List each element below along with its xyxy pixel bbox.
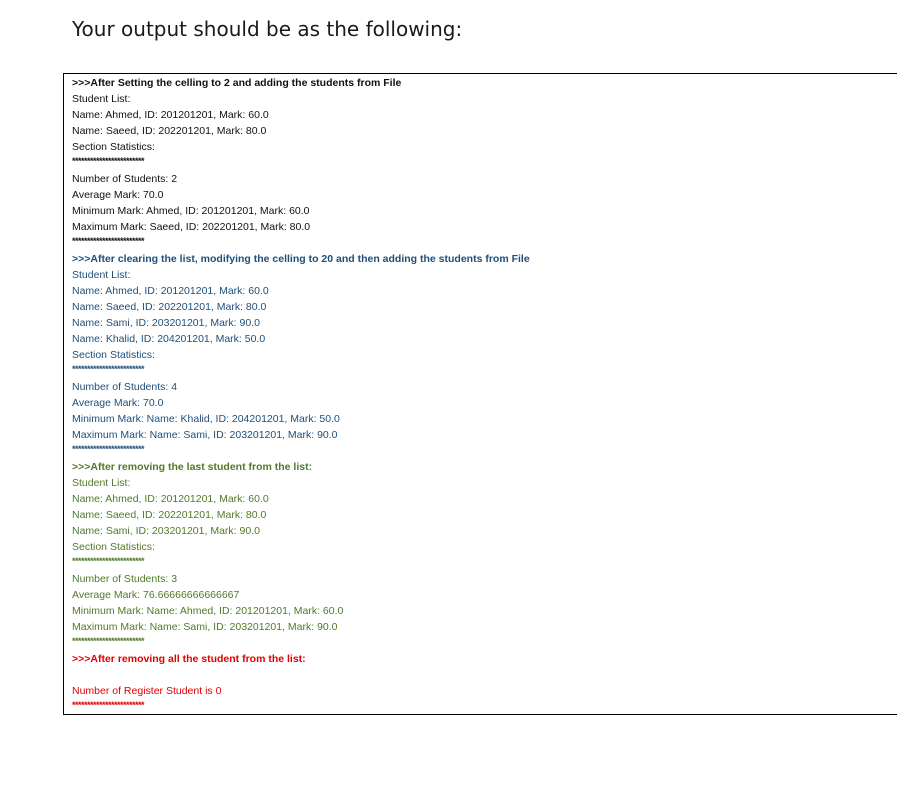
section-header: >>>After removing all the student from the list: <box>72 653 306 665</box>
output-line: Number of Students: 3 <box>72 573 178 585</box>
output-line: Maximum Mark: Name: Sami, ID: 203201201, Mark: 90.0 <box>72 621 338 633</box>
output-line: Name: Ahmed, ID: 201201201, Mark: 60.0 <box>72 493 269 505</box>
output-line: Section Statistics: <box>72 141 155 153</box>
separator-stars: ************************ <box>72 236 145 246</box>
output-line: Average Mark: 76.66666666666667 <box>72 589 240 601</box>
separator-stars: ************************ <box>72 636 145 646</box>
output-line: Number of Students: 4 <box>72 381 178 393</box>
output-line: Average Mark: 70.0 <box>72 397 164 409</box>
output-line: Student List: <box>72 269 131 281</box>
output-line: Name: Sami, ID: 203201201, Mark: 90.0 <box>72 525 260 537</box>
separator-stars: ************************ <box>72 700 145 710</box>
console-output-lines <box>72 75 530 715</box>
separator-stars: ************************ <box>72 444 145 454</box>
separator-stars: ************************ <box>72 156 145 166</box>
output-line: Name: Saeed, ID: 202201201, Mark: 80.0 <box>72 301 267 313</box>
output-line: Number of Students: 2 <box>72 173 178 185</box>
section-header: >>>After clearing the list, modifying the celling to 20 and then adding the students from File <box>72 253 530 265</box>
output-line: Minimum Mark: Name: Ahmed, ID: 201201201, Mark: 60.0 <box>72 605 344 617</box>
section-header: >>>After Setting the celling to 2 and adding the students from File <box>72 77 402 89</box>
blank-line <box>72 667 530 683</box>
output-line: Name: Ahmed, ID: 201201201, Mark: 60.0 <box>72 109 269 121</box>
output-line: Average Mark: 70.0 <box>72 189 164 201</box>
output-line: Name: Saeed, ID: 202201201, Mark: 80.0 <box>72 509 267 521</box>
output-line: Section Statistics: <box>72 541 155 553</box>
output-line: Name: Saeed, ID: 202201201, Mark: 80.0 <box>72 125 267 137</box>
output-line: Name: Sami, ID: 203201201, Mark: 90.0 <box>72 317 260 329</box>
output-line: Student List: <box>72 477 131 489</box>
output-line: Minimum Mark: Name: Khalid, ID: 204201201, Mark: 50.0 <box>72 413 340 425</box>
output-line: Name: Khalid, ID: 204201201, Mark: 50.0 <box>72 333 266 345</box>
output-line: Section Statistics: <box>72 349 155 361</box>
output-line: Minimum Mark: Ahmed, ID: 201201201, Mark: 60.0 <box>72 205 310 217</box>
instruction-heading: Your output should be as the following: <box>72 17 463 41</box>
output-line: Name: Ahmed, ID: 201201201, Mark: 60.0 <box>72 285 269 297</box>
separator-stars: ************************ <box>72 556 145 566</box>
output-line: Maximum Mark: Name: Sami, ID: 203201201, Mark: 90.0 <box>72 429 338 441</box>
separator-stars: ************************ <box>72 364 145 374</box>
output-line: Student List: <box>72 93 131 105</box>
output-line: Number of Register Student is 0 <box>72 685 222 697</box>
section-header: >>>After removing the last student from the list: <box>72 461 313 473</box>
output-line: Maximum Mark: Saeed, ID: 202201201, Mark: 80.0 <box>72 221 311 233</box>
